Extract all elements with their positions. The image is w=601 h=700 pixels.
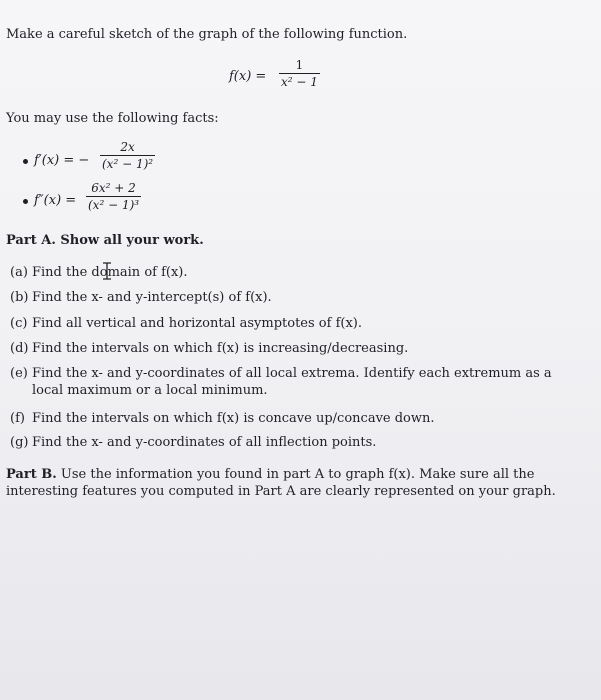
intro-text: Make a careful sketch of the graph of the following function. [6,27,408,42]
question-g [10,435,376,451]
bullet-icon [23,159,28,164]
question-text: Find all vertical and horizontal asymptotes of f(x). [32,316,362,331]
part-b-text: Use the information you found in part A to graph f(x). Make sure all the [60,467,535,482]
question-text: Find the x- and y-coordinates of all local extrema. Identify each extremum as a [32,366,552,381]
main-function-denominator: x² − 1 [281,75,318,89]
fact2-numerator: 6x² + 2 [91,181,136,195]
question-f [10,411,435,427]
text-cursor-icon [100,262,114,280]
fact1-fraction [100,140,155,171]
question-label: (a) [10,265,28,280]
question-e [10,366,552,382]
question-a [10,265,188,281]
question-e-continuation: local maximum or a local minimum. [32,383,268,398]
fact2-fraction [86,181,141,212]
question-d [10,341,408,357]
fact1-denominator: (x² − 1)² [102,157,154,171]
main-function-numerator: 1 [295,58,304,72]
part-a-heading: Part A. Show all your work. [6,233,204,248]
question-b [10,290,272,306]
bullet-icon [23,199,28,204]
question-label: (e) [10,366,28,381]
part-b-line1 [6,467,534,483]
main-function-fraction [279,58,320,89]
question-text: Find the intervals on which f(x) is concave up/concave down. [32,411,435,426]
question-label: (g) [10,435,29,450]
question-label: (f) [10,411,25,426]
question-c [10,316,362,332]
fact2-lhs: f″(x) = [34,193,77,208]
fact1-numerator: 2x [120,140,135,154]
question-text: Find the intervals on which f(x) is increasing/decreasing. [32,341,409,356]
main-function-lhs: f(x) = [229,69,267,84]
fact1-lhs: f′(x) = − [34,153,90,168]
part-b-line2: interesting features you computed in Part A are clearly represented on your graph. [6,484,556,499]
question-label: (d) [10,341,29,356]
question-label: (b) [10,290,29,305]
question-text: Find the x- and y-coordinates of all inflection points. [32,435,377,450]
question-label: (c) [10,316,28,331]
facts-intro-text: You may use the following facts: [6,111,219,126]
fact2-denominator: (x² − 1)³ [88,198,140,212]
part-b-heading: Part B. [6,467,57,482]
question-text: Find the domain of f(x). [32,265,188,280]
question-text: Find the x- and y-intercept(s) of f(x). [32,290,272,305]
